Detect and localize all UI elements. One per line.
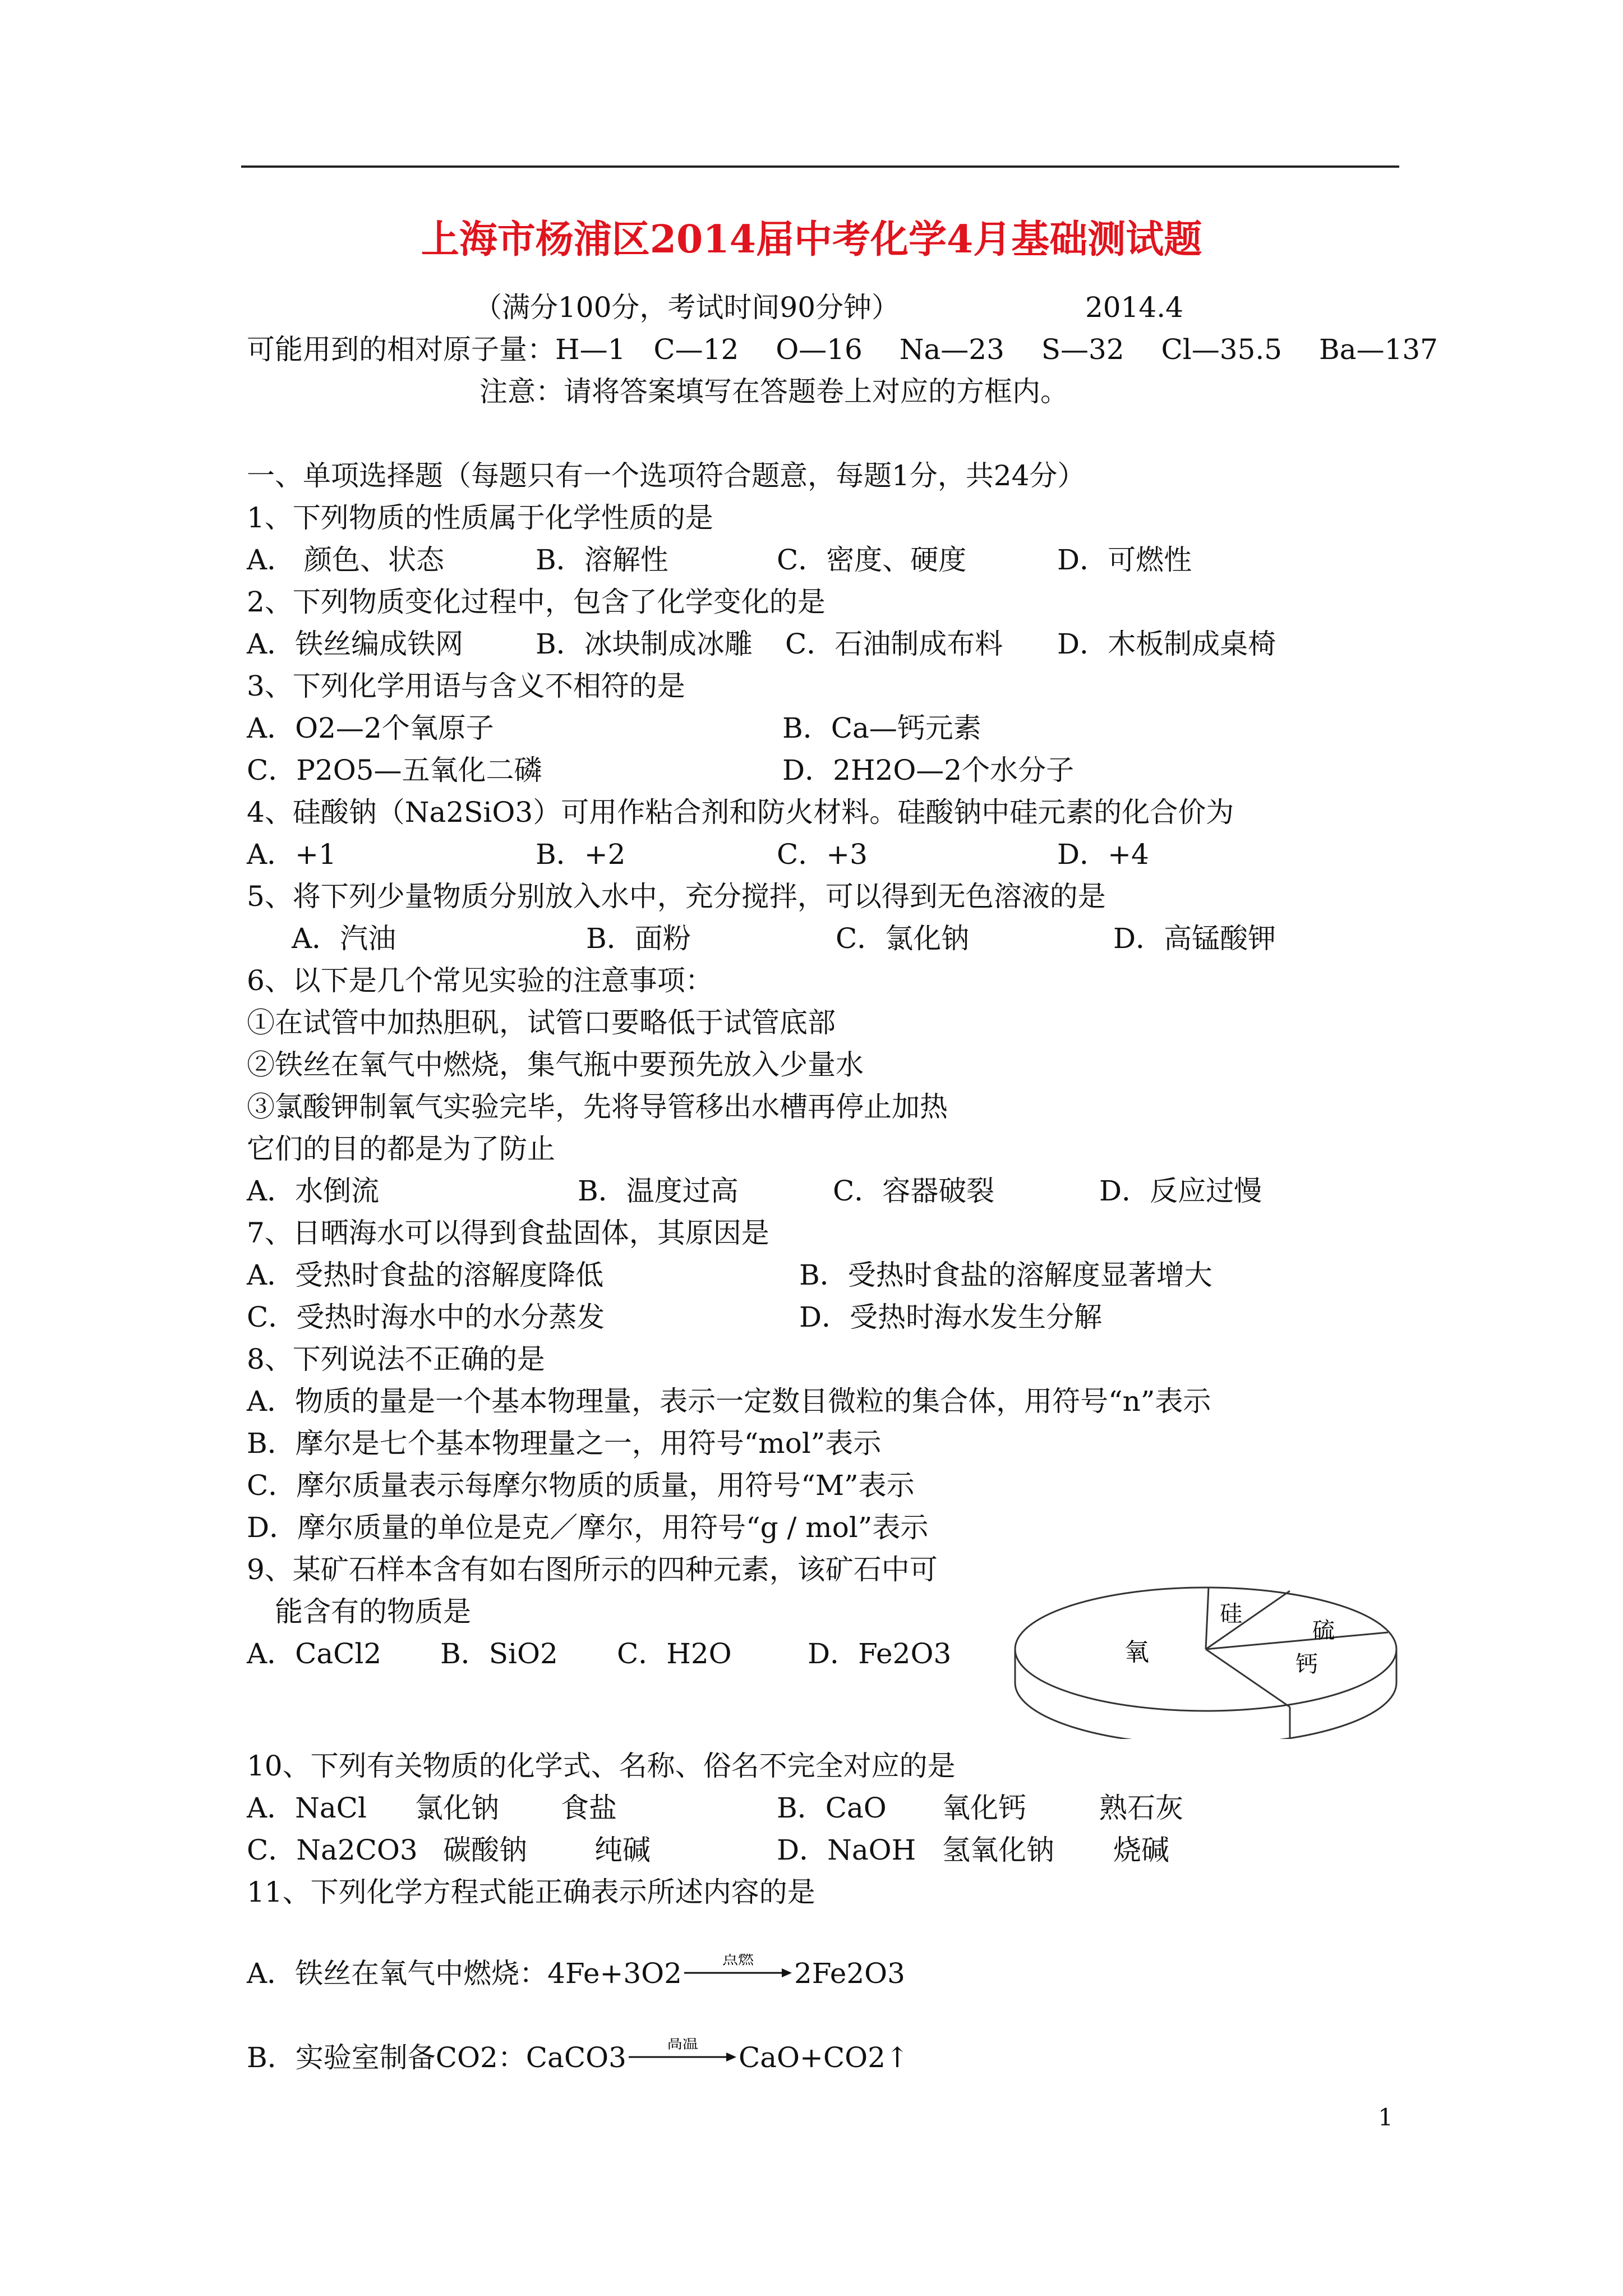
question-8-stem: 8、下列说法不正确的是: [247, 1343, 545, 1375]
q6-note-4: 它们的目的都是为了防止: [247, 1133, 555, 1165]
q2-option-c: C．石油制成布料: [785, 628, 1003, 660]
q3-option-d: D．2H2O—2个水分子: [782, 754, 1075, 786]
q9-option-d: D．Fe2O3: [808, 1637, 952, 1670]
q10-option-a-name: 氯化钠: [415, 1792, 499, 1824]
top-rule: [241, 165, 1399, 168]
question-11-stem: 11、下列化学方程式能正确表示所述内容的是: [247, 1876, 815, 1908]
question-7-stem: 7、日晒海水可以得到食盐固体，其原因是: [247, 1217, 769, 1249]
q4-option-b: B．+2: [536, 838, 626, 871]
q9-option-b: B．SiO2: [440, 1637, 558, 1670]
page-title: 上海市杨浦区2014届中考化学4月基础测试题: [421, 217, 1202, 262]
q10-option-c-formula: C．Na2CO3: [247, 1834, 418, 1866]
q9-option-c: C．H2O: [617, 1637, 732, 1670]
q11-equation-a: [247, 1954, 905, 1990]
q6-note-3: ③氯酸钾制氧气实验完毕，先将导管移出水槽再停止加热: [247, 1091, 948, 1123]
q6-note-1: ①在试管中加热胆矾，试管口要略低于试管底部: [247, 1006, 836, 1039]
q6-option-b: B．温度过高: [578, 1175, 739, 1207]
question-9-stem: 9、某矿石样本含有如右图所示的四种元素，该矿石中可: [247, 1553, 938, 1586]
q10-option-b-common: 熟石灰: [1099, 1792, 1183, 1824]
q5-option-a: A．汽油: [292, 922, 396, 955]
question-9-stem-cont: 能含有的物质是: [275, 1595, 471, 1628]
q10-option-c-common: 纯碱: [594, 1834, 651, 1866]
q5-option-c: C．氯化钠: [836, 922, 970, 955]
q8-option-b: B．摩尔是七个基本物理量之一，用符号“mol”表示: [247, 1427, 882, 1460]
q3-option-a: A．O2—2个氧原子: [247, 712, 494, 744]
q10-option-b-formula: B．CaO: [777, 1792, 887, 1824]
pie-label-calcium: 钙: [1295, 1651, 1318, 1677]
q5-option-d: D．高锰酸钾: [1113, 922, 1276, 955]
question-1-stem: 1、下列物质的性质属于化学性质的是: [247, 501, 713, 534]
question-3-stem: 3、下列化学用语与含义不相符的是: [247, 670, 685, 702]
q8-option-c: C．摩尔质量表示每摩尔物质的质量，用符号“M”表示: [247, 1469, 915, 1502]
element-pie-figure: [1009, 1576, 1402, 1739]
q10-option-c-name: 碳酸钠: [443, 1834, 527, 1866]
q10-option-a-common: 食盐: [561, 1792, 617, 1824]
q11-eq-a-reactants: A．铁丝在氧气中燃烧：4Fe+3O2: [247, 1957, 682, 1990]
q10-option-a-formula: A．NaCl: [247, 1792, 367, 1824]
q2-option-b: B．冰块制成冰雕: [536, 628, 753, 660]
exam-date: 2014.4: [1085, 291, 1183, 324]
question-10-stem: 10、下列有关物质的化学式、名称、俗名不完全对应的是: [247, 1750, 956, 1782]
q4-option-c: C．+3: [777, 838, 868, 871]
q10-option-d-name: 氢氧化钠: [942, 1834, 1054, 1866]
q1-option-b: B．溶解性: [536, 544, 668, 576]
q2-option-a: A．铁丝编成铁网: [247, 628, 464, 660]
q11-eq-b-condition: 高温: [666, 2038, 698, 2052]
q1-option-c: C．密度、硬度: [777, 544, 967, 576]
q3-option-c: C．P2O5—五氧化二磷: [247, 754, 542, 786]
q8-option-a: A．物质的量是一个基本物理量，表示一定数目微粒的集合体，用符号“n”表示: [247, 1385, 1211, 1418]
q11-eq-b-product: CaO+CO2↑: [738, 2041, 909, 2074]
q6-note-2: ②铁丝在氧气中燃烧，集气瓶中要预先放入少量水: [247, 1048, 864, 1081]
section-heading: 一、单项选择题（每题只有一个选项符合题意，每题1分，共24分）: [247, 459, 1086, 492]
question-6-stem: 6、以下是几个常见实验的注意事项：: [247, 964, 713, 997]
q7-option-b: B．受热时食盐的溶解度显著增大: [799, 1259, 1212, 1291]
q11-eq-a-product: 2Fe2O3: [794, 1957, 905, 1990]
question-2-stem: 2、下列物质变化过程中，包含了化学变化的是: [247, 586, 826, 618]
q10-option-d-formula: D．NaOH: [777, 1834, 916, 1866]
pie-label-sulfur: 硫: [1312, 1618, 1335, 1644]
q11-eq-a-condition: 点燃: [722, 1954, 754, 1968]
q9-option-a: A．CaCl2: [247, 1637, 382, 1670]
q7-option-c: C．受热时海水中的水分蒸发: [247, 1301, 605, 1333]
q5-option-b: B．面粉: [586, 922, 691, 955]
notice: 注意：请将答案填写在答题卷上对应的方框内。: [479, 375, 1068, 408]
q11-equation-b: [247, 2038, 909, 2074]
pie-label-silicon: 硅: [1220, 1601, 1242, 1627]
pie-label-oxygen: 氧: [1124, 1638, 1149, 1667]
q8-option-d: D．摩尔质量的单位是克／摩尔，用符号“g / mol”表示: [247, 1511, 929, 1544]
q6-option-a: A．水倒流: [247, 1175, 380, 1207]
q6-option-c: C．容器破裂: [833, 1175, 995, 1207]
q1-option-a: A． 颜色、状态: [247, 544, 445, 576]
exam-info: （满分100分，考试时间90分钟）: [474, 291, 900, 324]
page-number: 1: [1378, 2104, 1393, 2131]
q4-option-d: D．+4: [1057, 838, 1149, 871]
q4-option-a: A．+1: [247, 838, 336, 871]
q11-eq-b-arrow: [626, 2038, 739, 2074]
q3-option-b: B．Ca—钙元素: [782, 712, 981, 744]
q7-option-d: D．受热时海水发生分解: [799, 1301, 1103, 1333]
question-4-stem: 4、硅酸钠（Na2SiO3）可用作粘合剂和防火材料。硅酸钠中硅元素的化合价为: [247, 796, 1234, 829]
atomic-masses: 可能用到的相对原子量：H—1 C—12 O—16 Na—23 S—32 Cl—35.5 Ba—137: [247, 333, 1438, 366]
q10-option-b-name: 氧化钙: [942, 1792, 1026, 1824]
q1-option-d: D．可燃性: [1057, 544, 1192, 576]
q11-eq-a-arrow: [682, 1954, 794, 1990]
q6-option-d: D．反应过慢: [1099, 1175, 1262, 1207]
question-5-stem: 5、将下列少量物质分别放入水中，充分搅拌，可以得到无色溶液的是: [247, 880, 1106, 913]
q11-eq-b-reactants: B．实验室制备CO2：CaCO3: [247, 2041, 626, 2074]
q2-option-d: D．木板制成桌椅: [1057, 628, 1276, 660]
q7-option-a: A．受热时食盐的溶解度降低: [247, 1259, 604, 1291]
q10-option-d-common: 烧碱: [1113, 1834, 1169, 1866]
